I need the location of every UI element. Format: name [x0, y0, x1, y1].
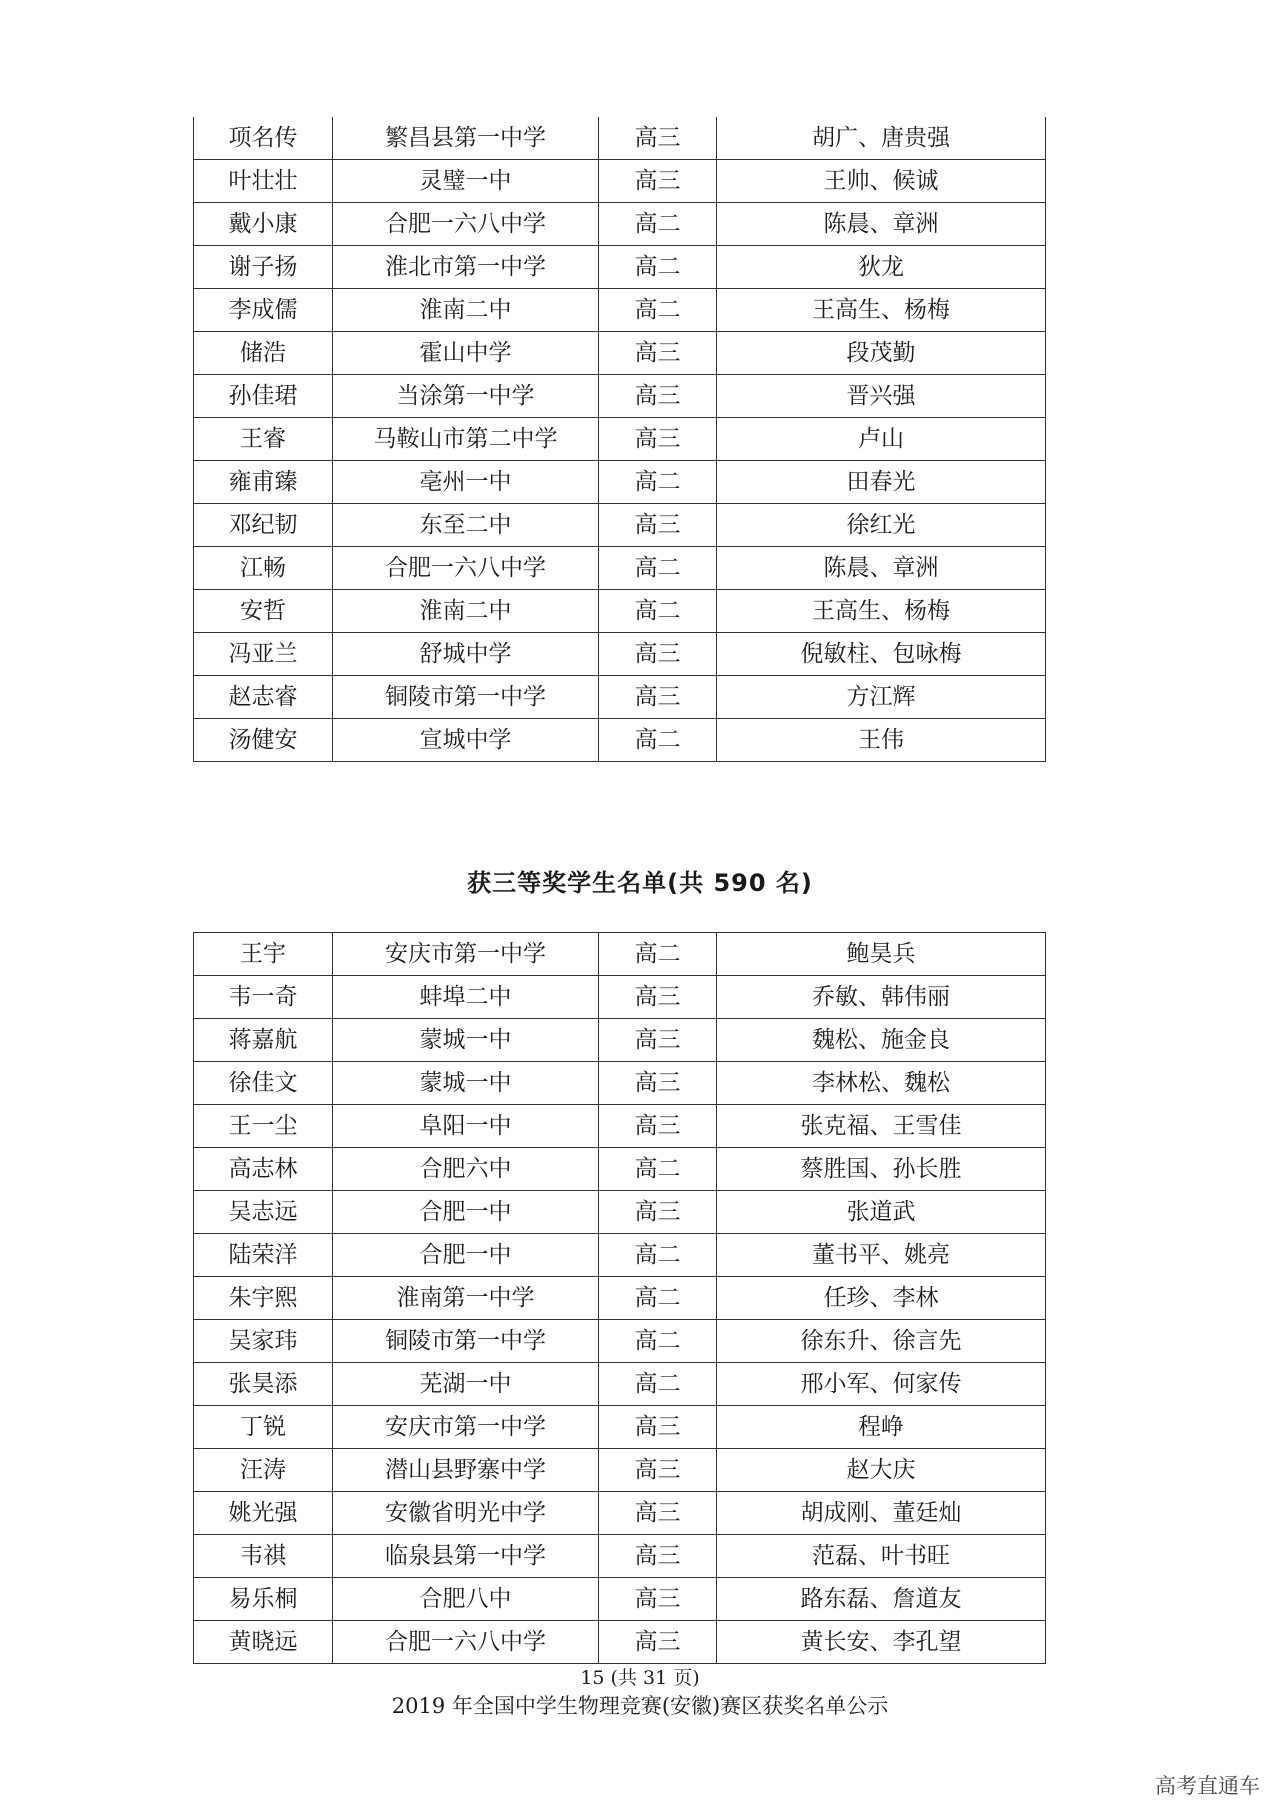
cell-teacher-names: 徐红光: [717, 504, 1046, 547]
table-row: [194, 1535, 1046, 1578]
cell-student-name: 汤健安: [194, 719, 333, 762]
cell-grade: 高二: [599, 933, 717, 976]
cell-teacher-names: 陈晨、章洲: [717, 203, 1046, 246]
cell-school-name: 淮北市第一中学: [333, 246, 599, 289]
page-number: 15 (共 31 页): [580, 1667, 700, 1689]
cell-teacher-names: 晋兴强: [717, 375, 1046, 418]
cell-grade: 高二: [599, 1234, 717, 1277]
award-table-continued-body: [194, 117, 1046, 762]
table-row: [194, 418, 1046, 461]
table-row: [194, 676, 1046, 719]
cell-student-name: 吴志远: [194, 1191, 333, 1234]
cell-school-name: 当涂第一中学: [333, 375, 599, 418]
cell-teacher-names: 徐东升、徐言先: [717, 1320, 1046, 1363]
cell-grade: 高三: [599, 1578, 717, 1621]
cell-student-name: 储浩: [194, 332, 333, 375]
cell-school-name: 蒙城一中: [333, 1062, 599, 1105]
table-row: [194, 1277, 1046, 1320]
cell-student-name: 朱宇熙: [194, 1277, 333, 1320]
cell-grade: 高三: [599, 418, 717, 461]
cell-teacher-names: 黄长安、李孔望: [717, 1621, 1046, 1664]
cell-student-name: 项名传: [194, 117, 333, 160]
table-row: [194, 1148, 1046, 1191]
cell-teacher-names: 方江辉: [717, 676, 1046, 719]
third-prize-section-title: 获三等奖学生名单(共 590 名): [467, 869, 813, 897]
cell-grade: 高二: [599, 719, 717, 762]
cell-school-name: 淮南二中: [333, 289, 599, 332]
cell-teacher-names: 程峥: [717, 1406, 1046, 1449]
table-row: [194, 933, 1046, 976]
footer-title: 2019 年全国中学生物理竞赛(安徽)赛区获奖名单公示: [391, 1694, 889, 1718]
cell-student-name: 李成儒: [194, 289, 333, 332]
cell-grade: 高三: [599, 117, 717, 160]
table-row: [194, 1406, 1046, 1449]
cell-student-name: 汪涛: [194, 1449, 333, 1492]
cell-school-name: 淮南第一中学: [333, 1277, 599, 1320]
cell-teacher-names: 陈晨、章洲: [717, 547, 1046, 590]
cell-teacher-names: 王高生、杨梅: [717, 590, 1046, 633]
cell-teacher-names: 范磊、叶书旺: [717, 1535, 1046, 1578]
table-row: [194, 719, 1046, 762]
cell-grade: 高二: [599, 1363, 717, 1406]
cell-school-name: 合肥一六八中学: [333, 547, 599, 590]
cell-grade: 高三: [599, 1019, 717, 1062]
table-row: [194, 203, 1046, 246]
cell-grade: 高二: [599, 289, 717, 332]
cell-school-name: 灵璧一中: [333, 160, 599, 203]
cell-grade: 高三: [599, 1406, 717, 1449]
cell-grade: 高二: [599, 461, 717, 504]
cell-teacher-names: 段茂勤: [717, 332, 1046, 375]
cell-school-name: 合肥六中: [333, 1148, 599, 1191]
cell-student-name: 陆荣洋: [194, 1234, 333, 1277]
cell-grade: 高三: [599, 332, 717, 375]
cell-school-name: 蒙城一中: [333, 1019, 599, 1062]
cell-student-name: 高志林: [194, 1148, 333, 1191]
cell-student-name: 雍甫臻: [194, 461, 333, 504]
table-row: [194, 1363, 1046, 1406]
cell-teacher-names: 乔敏、韩伟丽: [717, 976, 1046, 1019]
cell-school-name: 铜陵市第一中学: [333, 1320, 599, 1363]
cell-school-name: 合肥一中: [333, 1191, 599, 1234]
cell-teacher-names: 邢小军、何家传: [717, 1363, 1046, 1406]
table-row: [194, 633, 1046, 676]
table-row: [194, 547, 1046, 590]
table-row: [194, 504, 1046, 547]
cell-student-name: 赵志睿: [194, 676, 333, 719]
cell-school-name: 潜山县野寨中学: [333, 1449, 599, 1492]
table-row: [194, 1621, 1046, 1664]
table-row: [194, 461, 1046, 504]
cell-teacher-names: 路东磊、詹道友: [717, 1578, 1046, 1621]
cell-teacher-names: 赵大庆: [717, 1449, 1046, 1492]
cell-grade: 高二: [599, 590, 717, 633]
cell-student-name: 徐佳文: [194, 1062, 333, 1105]
table-row: [194, 117, 1046, 160]
cell-teacher-names: 王伟: [717, 719, 1046, 762]
cell-grade: 高三: [599, 976, 717, 1019]
cell-teacher-names: 任珍、李林: [717, 1277, 1046, 1320]
cell-student-name: 戴小康: [194, 203, 333, 246]
cell-school-name: 合肥一六八中学: [333, 203, 599, 246]
cell-teacher-names: 王帅、候诚: [717, 160, 1046, 203]
cell-student-name: 姚光强: [194, 1492, 333, 1535]
cell-grade: 高三: [599, 1105, 717, 1148]
cell-grade: 高三: [599, 1191, 717, 1234]
cell-school-name: 阜阳一中: [333, 1105, 599, 1148]
third-prize-table-body: [194, 933, 1046, 1664]
table-row: [194, 1578, 1046, 1621]
third-prize-table: [193, 932, 1046, 1664]
table-row: [194, 590, 1046, 633]
award-table-continued: [193, 117, 1046, 762]
cell-school-name: 淮南二中: [333, 590, 599, 633]
cell-school-name: 安庆市第一中学: [333, 933, 599, 976]
table-row: [194, 160, 1046, 203]
cell-student-name: 王一尘: [194, 1105, 333, 1148]
cell-school-name: 蚌埠二中: [333, 976, 599, 1019]
cell-student-name: 张昊添: [194, 1363, 333, 1406]
table-row: [194, 1019, 1046, 1062]
cell-teacher-names: 王高生、杨梅: [717, 289, 1046, 332]
cell-student-name: 韦一奇: [194, 976, 333, 1019]
cell-grade: 高三: [599, 1535, 717, 1578]
cell-school-name: 合肥一中: [333, 1234, 599, 1277]
table-row: [194, 289, 1046, 332]
cell-grade: 高三: [599, 633, 717, 676]
cell-student-name: 江畅: [194, 547, 333, 590]
table-row: [194, 1234, 1046, 1277]
cell-grade: 高二: [599, 1277, 717, 1320]
table-row: [194, 976, 1046, 1019]
cell-teacher-names: 张道武: [717, 1191, 1046, 1234]
cell-student-name: 韦祺: [194, 1535, 333, 1578]
table-row: [194, 1492, 1046, 1535]
cell-student-name: 易乐桐: [194, 1578, 333, 1621]
cell-teacher-names: 狄龙: [717, 246, 1046, 289]
cell-student-name: 黄晓远: [194, 1621, 333, 1664]
table-row: [194, 1449, 1046, 1492]
cell-grade: 高二: [599, 203, 717, 246]
cell-teacher-names: 张克福、王雪佳: [717, 1105, 1046, 1148]
cell-teacher-names: 鲍昊兵: [717, 933, 1046, 976]
table-row: [194, 332, 1046, 375]
table-row: [194, 1320, 1046, 1363]
cell-student-name: 安哲: [194, 590, 333, 633]
cell-school-name: 马鞍山市第二中学: [333, 418, 599, 461]
cell-student-name: 冯亚兰: [194, 633, 333, 676]
cell-student-name: 邓纪韧: [194, 504, 333, 547]
cell-teacher-names: 魏松、施金良: [717, 1019, 1046, 1062]
cell-student-name: 吴家玮: [194, 1320, 333, 1363]
cell-grade: 高三: [599, 504, 717, 547]
cell-grade: 高三: [599, 676, 717, 719]
cell-teacher-names: 倪敏柱、包咏梅: [717, 633, 1046, 676]
cell-teacher-names: 董书平、姚亮: [717, 1234, 1046, 1277]
cell-school-name: 亳州一中: [333, 461, 599, 504]
cell-student-name: 王睿: [194, 418, 333, 461]
cell-school-name: 临泉县第一中学: [333, 1535, 599, 1578]
cell-teacher-names: 李林松、魏松: [717, 1062, 1046, 1105]
cell-school-name: 芜湖一中: [333, 1363, 599, 1406]
table-row: [194, 1062, 1046, 1105]
cell-grade: 高二: [599, 1320, 717, 1363]
cell-teacher-names: 胡广、唐贵强: [717, 117, 1046, 160]
cell-student-name: 谢子扬: [194, 246, 333, 289]
cell-student-name: 王宇: [194, 933, 333, 976]
cell-student-name: 叶壮壮: [194, 160, 333, 203]
cell-grade: 高二: [599, 246, 717, 289]
cell-teacher-names: 蔡胜国、孙长胜: [717, 1148, 1046, 1191]
cell-grade: 高二: [599, 547, 717, 590]
cell-school-name: 东至二中: [333, 504, 599, 547]
cell-school-name: 舒城中学: [333, 633, 599, 676]
cell-teacher-names: 田春光: [717, 461, 1046, 504]
cell-school-name: 合肥八中: [333, 1578, 599, 1621]
table-row: [194, 1105, 1046, 1148]
watermark-text: 高考直通车: [1155, 1774, 1260, 1798]
cell-school-name: 安庆市第一中学: [333, 1406, 599, 1449]
cell-grade: 高三: [599, 1621, 717, 1664]
cell-grade: 高三: [599, 160, 717, 203]
cell-school-name: 安徽省明光中学: [333, 1492, 599, 1535]
cell-student-name: 孙佳珺: [194, 375, 333, 418]
cell-grade: 高三: [599, 1492, 717, 1535]
cell-school-name: 宣城中学: [333, 719, 599, 762]
cell-school-name: 铜陵市第一中学: [333, 676, 599, 719]
cell-grade: 高三: [599, 375, 717, 418]
cell-school-name: 合肥一六八中学: [333, 1621, 599, 1664]
table-row: [194, 246, 1046, 289]
cell-student-name: 丁锐: [194, 1406, 333, 1449]
cell-teacher-names: 卢山: [717, 418, 1046, 461]
cell-school-name: 霍山中学: [333, 332, 599, 375]
cell-grade: 高二: [599, 1148, 717, 1191]
table-row: [194, 1191, 1046, 1234]
cell-grade: 高三: [599, 1449, 717, 1492]
cell-grade: 高三: [599, 1062, 717, 1105]
table-row: [194, 375, 1046, 418]
cell-school-name: 繁昌县第一中学: [333, 117, 599, 160]
cell-student-name: 蒋嘉航: [194, 1019, 333, 1062]
cell-teacher-names: 胡成刚、董廷灿: [717, 1492, 1046, 1535]
